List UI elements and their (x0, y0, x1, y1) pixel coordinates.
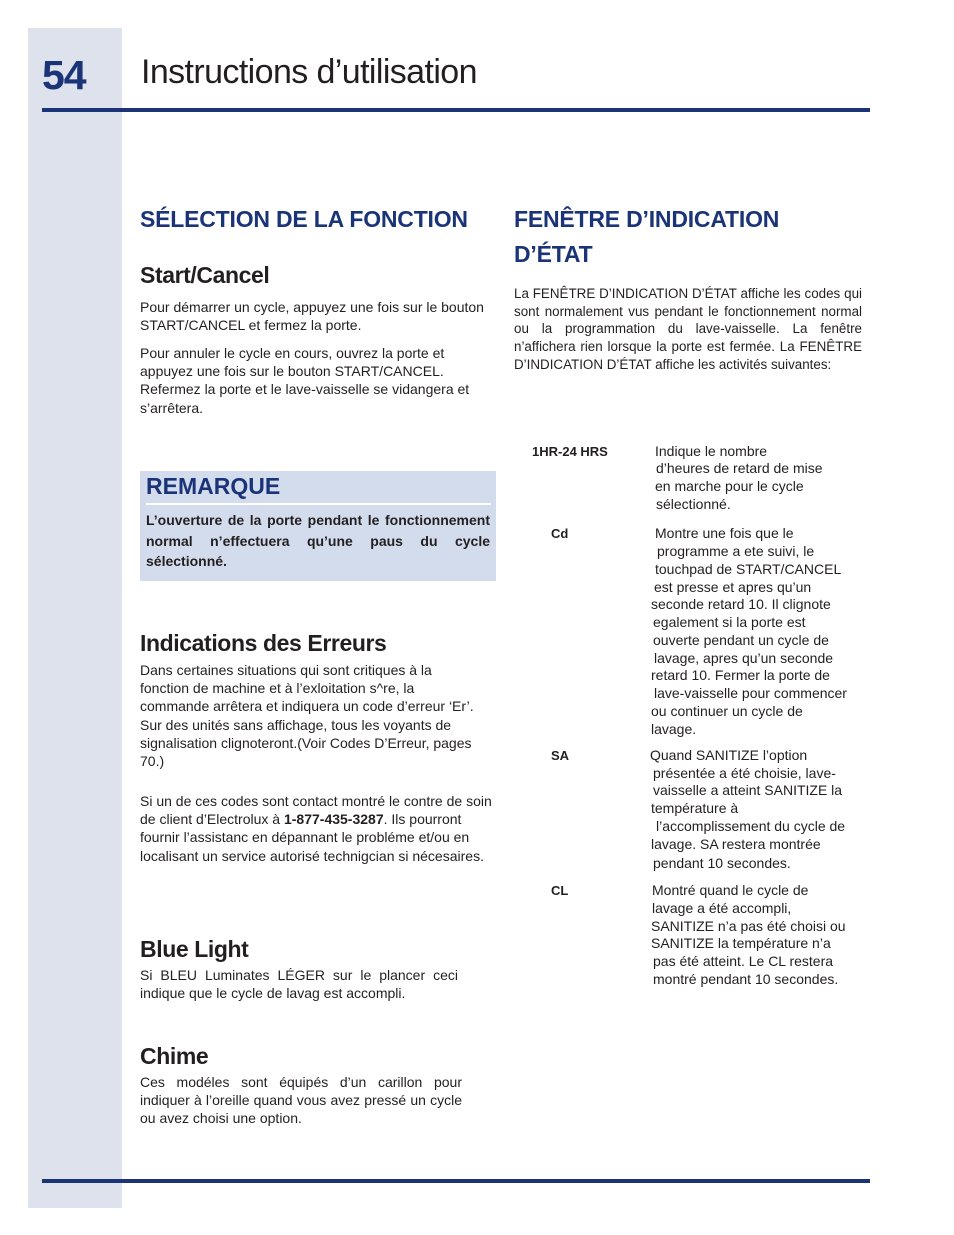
code-cd-line-5: seconde retard 10. Il clignote (651, 596, 831, 612)
code-cl-line-4: SANITIZE la température n’a (651, 935, 831, 951)
code-cd-line-4: est presse et apres qu’un (654, 579, 812, 595)
code-cd-line-12: lavage. (651, 721, 697, 737)
code-cd-line-8: lavage, apres qu’un seconde (654, 650, 834, 666)
code-cl-line-3: SANITIZE n’a pas été choisi ou (651, 918, 846, 934)
page-number: 54 (42, 52, 86, 98)
errors-paragraph-2 (140, 792, 496, 865)
errors-paragraph-2-end: . Ils pourront fournir l’assistanc en dépannant le probléme et/ou en localisant un service autorisé technigcian si nécesaires. (140, 811, 484, 864)
status-window-intro: La FENÊTRE D’INDICATION D’ÉTAT affiche les codes qui sont normalement vus pendant le fonctionnement normal ou la programmation du lave-vaisselle. La fenêtre n’affichera rien lorsque la porte est fermée. La FENÊTRE D’INDICATION D’ÉTAT affiche les activités suivantes: (514, 286, 862, 372)
code-cl: CL (551, 883, 569, 898)
note-box (140, 471, 496, 581)
code-cd-line-6: egalement si la porte est (653, 614, 806, 630)
code-cd-line-1: Montre une fois que le (655, 525, 794, 541)
start-cancel-paragraph-2: Pour annuler le cycle en cours, ouvrez la porte et appuyez une fois sur le bouton START/CANCEL. Refermez la porte et le lave-vaisselle se vidangera et s’arrêtera. (140, 345, 470, 416)
code-cd-line-10: lave-vaisselle pour commencer (654, 685, 847, 701)
selection-heading: SÉLECTION DE LA FONCTION (140, 206, 468, 232)
code-sa-line-3: vaisselle a atteint SANITIZE la (653, 782, 843, 798)
code-sa-line-5: l’accomplissement du cycle de (656, 818, 846, 834)
code-cl-line-1: Montré quand le cycle de (652, 882, 809, 898)
note-title: REMARQUE (146, 473, 281, 499)
code-cd-line-3: touchpad de START/CANCEL (655, 561, 842, 577)
status-window-heading-line-2: D’ÉTAT (514, 241, 593, 267)
code-cd-line-9: retard 10. Fermer la porte de (651, 667, 830, 683)
code-cd-line-7: ouverte pendant un cycle de (653, 632, 829, 648)
footer-rule (42, 1179, 870, 1183)
start-cancel-heading: Start/Cancel (140, 262, 270, 288)
page-title: Instructions d’utilisation (141, 53, 477, 91)
code-hours: 1HR-24 HRS (532, 444, 608, 459)
code-hours-line-1: Indique le nombre (655, 443, 768, 459)
start-cancel-paragraph-1: Pour démarrer un cycle, appuyez une fois sur le bouton START/CANCEL et fermez la porte. (140, 299, 484, 334)
code-sa-line-1: Quand SANITIZE l’option (650, 747, 808, 763)
code-sa-line-4: température à (651, 800, 739, 816)
errors-heading: Indications des Erreurs (140, 630, 387, 656)
note-text: L’ouverture de la porte pendant le fonctionnement normal n’effectuera qu’une paus du cycle sélectionné. (146, 512, 490, 569)
code-sa-line-2: présentée a été choisie, lave- (653, 765, 836, 781)
side-band (28, 28, 122, 1208)
code-hours-line-4: sélectionné. (656, 496, 731, 512)
support-phone: 1-877-435-3287 (283, 811, 384, 828)
code-cl-line-6: montré pendant 10 secondes. (653, 971, 839, 987)
code-cd: Cd (551, 526, 569, 541)
errors-paragraph-2-start: Si un de ces codes sont contact montré le contre de soin de client d’Electrolux à (140, 793, 492, 828)
code-cl-line-2: lavage a été accompli, (652, 900, 792, 916)
code-sa-line-7: pendant 10 secondes. (653, 855, 791, 871)
status-window-heading-line-1: FENÊTRE D’INDICATION (514, 206, 780, 232)
code-sa-line-6: lavage. SA restera montrée (651, 836, 821, 852)
code-cl-line-5: pas été atteint. Le CL restera (653, 953, 834, 969)
chime-text: Ces modéles sont équipés d’un carillon pour indiquer à l’oreille quand vous avez pressé un cycle ou avez choisi une option. (140, 1074, 462, 1127)
blue-light-heading: Blue Light (140, 936, 249, 962)
chime-heading: Chime (140, 1043, 209, 1069)
code-sa: SA (551, 748, 570, 763)
blue-light-text: Si BLEU Luminates LÉGER sur le plancer ceci indique que le cycle de lavag est accompli. (140, 967, 458, 1002)
code-hours-line-3: en marche pour le cycle (655, 478, 804, 494)
code-cd-line-11: ou continuer un cycle de (651, 703, 803, 719)
code-hours-line-2: d’heures de retard de mise (656, 460, 823, 476)
errors-paragraph-1: Dans certaines situations qui sont critiques à la fonction de machine et à l’exloitation s^re, la commande arrêtera et indiquera un code d’erreur ‘Er’. Sur des unités sans affichage, tous les voyants de signalisation clignoteront.(Voir Codes D’Erreur, pages 70.) (140, 662, 474, 770)
note-divider (146, 503, 491, 505)
code-cd-line-2: programme a ete suivi, le (657, 543, 815, 559)
header-rule (42, 108, 870, 112)
